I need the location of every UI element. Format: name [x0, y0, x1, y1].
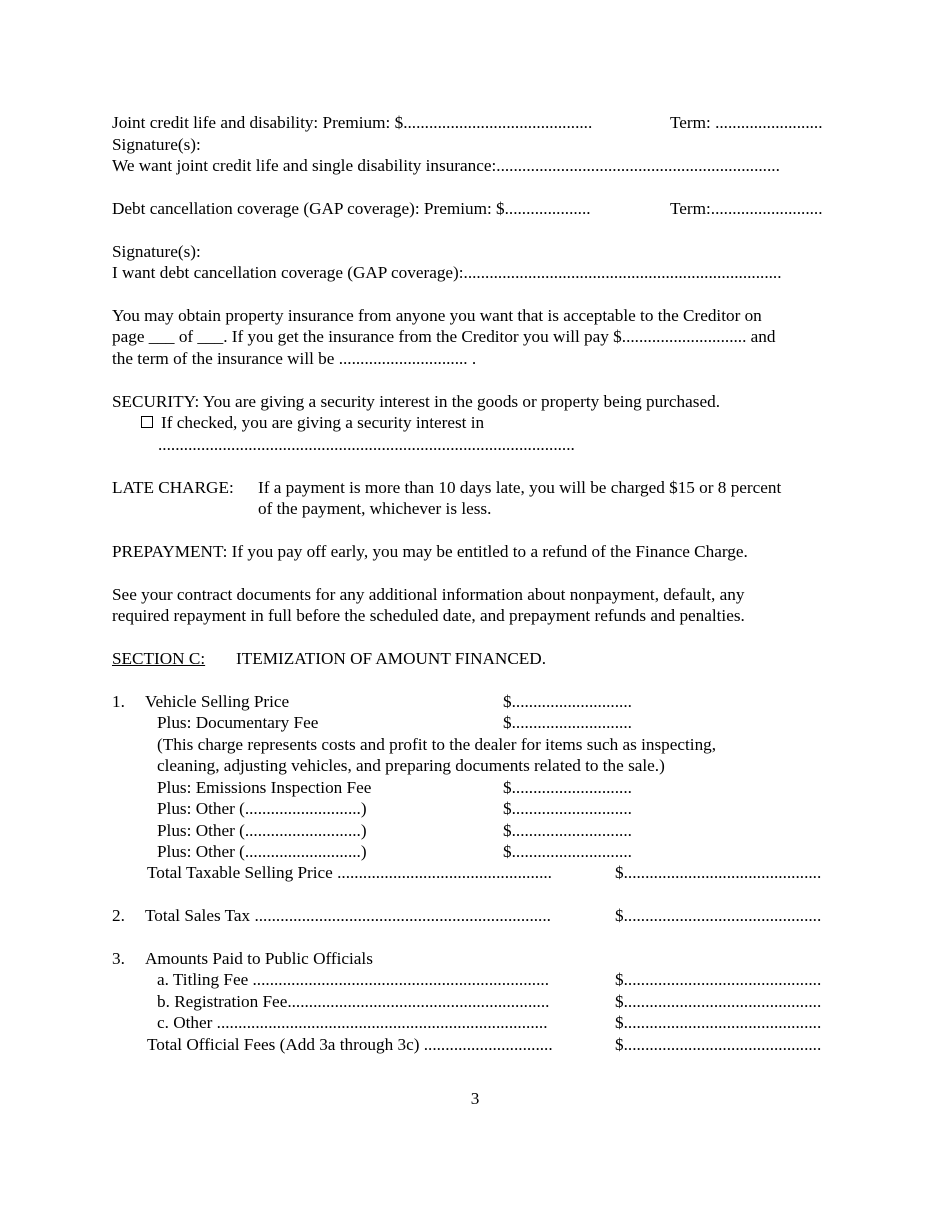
other-fee-amount: $............................ — [503, 799, 632, 818]
documentary-fee-label: Plus: Documentary Fee — [157, 713, 319, 732]
other-official-amount: $.............................................. — [615, 1013, 822, 1032]
joint-signatures: Signature(s): — [112, 135, 201, 154]
total-official-fees-amount: $.............................................. — [615, 1035, 822, 1054]
gap-want-line: I want debt cancellation coverage (GAP coverage):.......................................................................... — [112, 263, 782, 282]
other-fee-label: Plus: Other (...........................) — [157, 842, 367, 861]
item-1-number: 1. — [112, 692, 125, 711]
other-fee-amount: $............................ — [503, 821, 632, 840]
security-checkbox-row[interactable] — [141, 412, 484, 434]
security-checkbox-label: If checked, you are giving a security interest in — [161, 413, 485, 432]
late-charge-label: LATE CHARGE: — [112, 478, 234, 497]
other-official-label: c. Other ............................................................................. — [157, 1013, 548, 1032]
page-number: 3 — [470, 1089, 480, 1108]
gap-signatures: Signature(s): — [112, 242, 201, 261]
late-charge-line-1: If a payment is more than 10 days late, you will be charged $15 or 8 percent — [258, 478, 782, 497]
security-line: SECURITY: You are giving a security interest in the goods or property being purchased. — [112, 392, 720, 411]
item-3-number: 3. — [112, 949, 125, 968]
gap-premium-line: Debt cancellation coverage (GAP coverage): Premium: $.................... — [112, 199, 591, 218]
other-fee-label: Plus: Other (...........................) — [157, 799, 367, 818]
gap-term: Term:.......................... — [670, 199, 823, 218]
titling-fee-amount: $.............................................. — [615, 970, 822, 989]
emissions-fee-amount: $............................ — [503, 778, 632, 797]
section-c-title: ITEMIZATION OF AMOUNT FINANCED. — [236, 649, 547, 668]
prepayment-line: PREPAYMENT: If you pay off early, you may be entitled to a refund of the Finance Charge. — [112, 542, 748, 561]
documentary-note-2: cleaning, adjusting vehicles, and preparing documents related to the sale.) — [157, 756, 665, 775]
emissions-fee-label: Plus: Emissions Inspection Fee — [157, 778, 372, 797]
total-taxable-label: Total Taxable Selling Price .................................................. — [147, 863, 552, 882]
late-charge-line-2: of the payment, whichever is less. — [258, 499, 492, 518]
item-1-label: Vehicle Selling Price — [145, 692, 290, 711]
property-line-1: You may obtain property insurance from anyone you want that is acceptable to the Creditor on — [112, 306, 762, 325]
joint-term: Term: ......................... — [670, 113, 823, 132]
titling-fee-label: a. Titling Fee ..................................................................... — [157, 970, 549, 989]
registration-fee-amount: $.............................................. — [615, 992, 822, 1011]
documentary-fee-amount: $............................ — [503, 713, 632, 732]
other-fee-label: Plus: Other (...........................) — [157, 821, 367, 840]
total-official-fees-label: Total Official Fees (Add 3a through 3c) .............................. — [147, 1035, 553, 1054]
property-line-2: page ___ of ___. If you get the insurance from the Creditor you will pay $............................. and — [112, 327, 776, 346]
other-fee-amount: $............................ — [503, 842, 632, 861]
total-sales-tax-amount: $.............................................. — [615, 906, 822, 925]
documentary-note-1: (This charge represents costs and profit to the dealer for items such as inspecting, — [157, 735, 717, 754]
property-line-3: the term of the insurance will be .............................. . — [112, 349, 477, 368]
joint-premium-line: Joint credit life and disability: Premium: $............................................ — [112, 113, 593, 132]
total-taxable-amount: $.............................................. — [615, 863, 822, 882]
joint-want-line: We want joint credit life and single disability insurance:.................................................................. — [112, 156, 780, 175]
contract-line-2: required repayment in full before the scheduled date, and prepayment refunds and penalties. — [112, 606, 745, 625]
security-dots: ................................................................................................. — [158, 435, 575, 454]
total-sales-tax-label: Total Sales Tax ..................................................................... — [145, 906, 551, 925]
item-1-amount: $............................ — [503, 692, 632, 711]
registration-fee-label: b. Registration Fee............................................................. — [157, 992, 550, 1011]
contract-line-1: See your contract documents for any additional information about nonpayment, default, any — [112, 585, 745, 604]
public-officials-title: Amounts Paid to Public Officials — [145, 949, 373, 968]
section-c-label: SECTION C: — [112, 649, 206, 668]
item-2-number: 2. — [112, 906, 125, 925]
security-checkbox[interactable] — [141, 416, 153, 428]
